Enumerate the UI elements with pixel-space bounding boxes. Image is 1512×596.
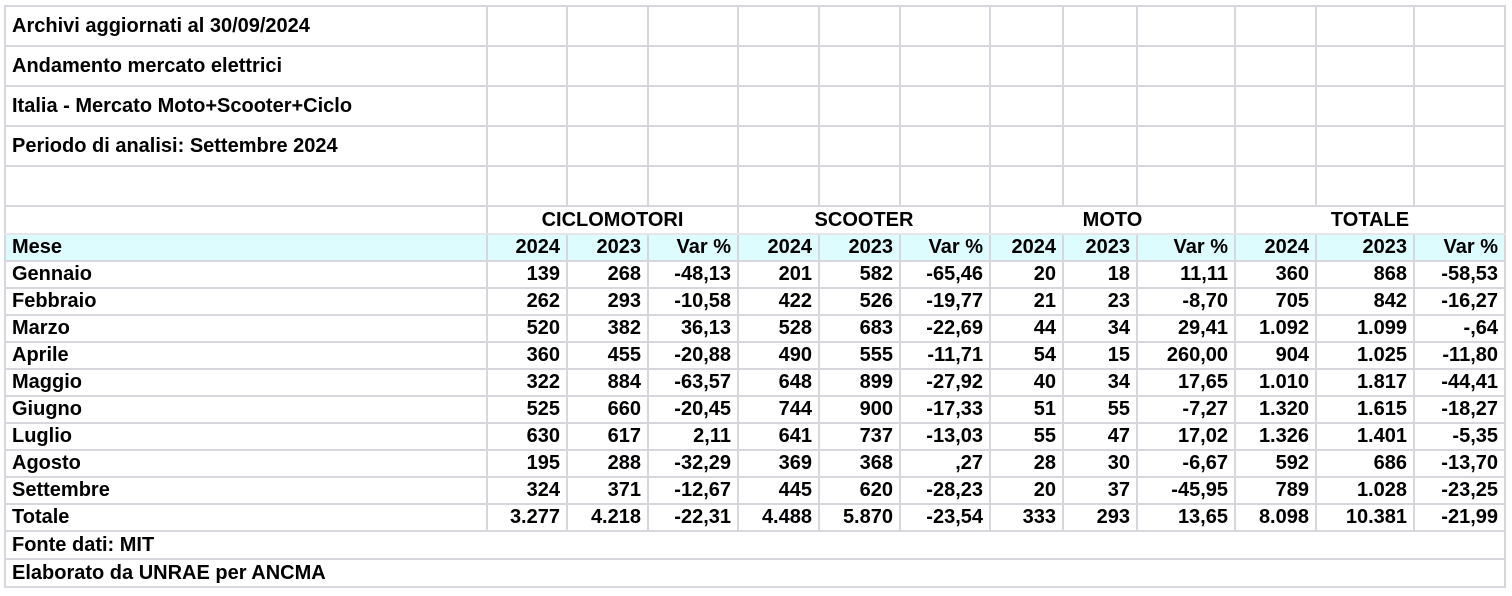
- value-cell: -11,80: [1414, 342, 1505, 369]
- value-cell: 34: [1063, 369, 1137, 396]
- value-cell: -45,95: [1137, 477, 1235, 504]
- group-header-row: [5, 206, 1505, 234]
- value-cell: 195: [487, 450, 567, 477]
- value-cell: 29,41: [1137, 315, 1235, 342]
- blank-row: [5, 166, 1505, 206]
- value-cell: -11,71: [900, 342, 990, 369]
- table-row: [5, 450, 1505, 477]
- value-cell: 528: [738, 315, 819, 342]
- value-cell: -65,46: [900, 261, 990, 288]
- value-cell: 1.099: [1316, 315, 1414, 342]
- value-cell: 360: [487, 342, 567, 369]
- value-cell: 44: [990, 315, 1063, 342]
- month-cell: Marzo: [5, 315, 487, 342]
- value-cell: -18,27: [1414, 396, 1505, 423]
- value-cell: 555: [819, 342, 900, 369]
- value-cell: 36,13: [648, 315, 738, 342]
- value-cell: ,27: [900, 450, 990, 477]
- value-cell: 13,65: [1137, 504, 1235, 531]
- value-cell: 17,02: [1137, 423, 1235, 450]
- column-header: Var %: [1137, 234, 1235, 261]
- value-cell: 11,11: [1137, 261, 1235, 288]
- value-cell: 683: [819, 315, 900, 342]
- table-row: [5, 315, 1505, 342]
- market-table: [4, 5, 1506, 588]
- header-row-3: [5, 86, 1505, 126]
- month-cell: Aprile: [5, 342, 487, 369]
- column-header: 2023: [1063, 234, 1137, 261]
- value-cell: -16,27: [1414, 288, 1505, 315]
- value-cell: 139: [487, 261, 567, 288]
- archive-date: Archivi aggiornati al 30/09/2024: [5, 6, 487, 46]
- header-row-1: [5, 6, 1505, 46]
- column-header: 2023: [819, 234, 900, 261]
- value-cell: 34: [1063, 315, 1137, 342]
- value-cell: 525: [487, 396, 567, 423]
- value-cell: 737: [819, 423, 900, 450]
- column-header: Var %: [1414, 234, 1505, 261]
- column-header: 2024: [990, 234, 1063, 261]
- month-cell: Totale: [5, 504, 487, 531]
- value-cell: 54: [990, 342, 1063, 369]
- value-cell: -20,88: [648, 342, 738, 369]
- value-cell: 1.025: [1316, 342, 1414, 369]
- footer-row-source: [5, 531, 1505, 559]
- value-cell: 8.098: [1235, 504, 1316, 531]
- value-cell: 15: [1063, 342, 1137, 369]
- value-cell: 744: [738, 396, 819, 423]
- group-scooter: SCOOTER: [738, 206, 990, 234]
- value-cell: 10.381: [1316, 504, 1414, 531]
- value-cell: -44,41: [1414, 369, 1505, 396]
- value-cell: 21: [990, 288, 1063, 315]
- value-cell: 55: [990, 423, 1063, 450]
- value-cell: -19,77: [900, 288, 990, 315]
- header-row-2: [5, 46, 1505, 86]
- value-cell: -28,23: [900, 477, 990, 504]
- value-cell: 322: [487, 369, 567, 396]
- value-cell: 630: [487, 423, 567, 450]
- value-cell: 23: [1063, 288, 1137, 315]
- month-cell: Agosto: [5, 450, 487, 477]
- value-cell: 617: [567, 423, 648, 450]
- value-cell: -7,27: [1137, 396, 1235, 423]
- value-cell: 884: [567, 369, 648, 396]
- value-cell: 900: [819, 396, 900, 423]
- value-cell: 55: [1063, 396, 1137, 423]
- value-cell: -58,53: [1414, 261, 1505, 288]
- value-cell: -23,54: [900, 504, 990, 531]
- value-cell: 30: [1063, 450, 1137, 477]
- value-cell: 1.615: [1316, 396, 1414, 423]
- value-cell: 422: [738, 288, 819, 315]
- value-cell: 368: [819, 450, 900, 477]
- column-header: 2024: [738, 234, 819, 261]
- value-cell: 842: [1316, 288, 1414, 315]
- value-cell: -13,03: [900, 423, 990, 450]
- value-cell: -27,92: [900, 369, 990, 396]
- value-cell: -22,31: [648, 504, 738, 531]
- value-cell: 360: [1235, 261, 1316, 288]
- value-cell: 1.326: [1235, 423, 1316, 450]
- credit-line: Elaborato da UNRAE per ANCMA: [5, 559, 1505, 587]
- column-header: Var %: [900, 234, 990, 261]
- value-cell: 20: [990, 261, 1063, 288]
- value-cell: 1.010: [1235, 369, 1316, 396]
- value-cell: 4.488: [738, 504, 819, 531]
- value-cell: -12,67: [648, 477, 738, 504]
- value-cell: -6,67: [1137, 450, 1235, 477]
- column-header: 2024: [487, 234, 567, 261]
- value-cell: 18: [1063, 261, 1137, 288]
- table-row: [5, 342, 1505, 369]
- value-cell: 268: [567, 261, 648, 288]
- value-cell: -,64: [1414, 315, 1505, 342]
- value-cell: 20: [990, 477, 1063, 504]
- value-cell: 293: [567, 288, 648, 315]
- value-cell: -8,70: [1137, 288, 1235, 315]
- value-cell: 40: [990, 369, 1063, 396]
- value-cell: 333: [990, 504, 1063, 531]
- value-cell: 47: [1063, 423, 1137, 450]
- value-cell: -5,35: [1414, 423, 1505, 450]
- market-scope: Italia - Mercato Moto+Scooter+Ciclo: [5, 86, 487, 126]
- value-cell: 201: [738, 261, 819, 288]
- value-cell: 1.320: [1235, 396, 1316, 423]
- value-cell: 5.870: [819, 504, 900, 531]
- month-cell: Febbraio: [5, 288, 487, 315]
- value-cell: 4.218: [567, 504, 648, 531]
- value-cell: 1.817: [1316, 369, 1414, 396]
- value-cell: 51: [990, 396, 1063, 423]
- value-cell: 620: [819, 477, 900, 504]
- month-cell: Gennaio: [5, 261, 487, 288]
- month-cell: Giugno: [5, 396, 487, 423]
- data-source: Fonte dati: MIT: [5, 531, 1505, 559]
- value-cell: 789: [1235, 477, 1316, 504]
- value-cell: 582: [819, 261, 900, 288]
- value-cell: 705: [1235, 288, 1316, 315]
- value-cell: 648: [738, 369, 819, 396]
- value-cell: 592: [1235, 450, 1316, 477]
- footer-row-credit: [5, 559, 1505, 587]
- value-cell: 1.092: [1235, 315, 1316, 342]
- value-cell: 17,65: [1137, 369, 1235, 396]
- value-cell: 455: [567, 342, 648, 369]
- group-totale: TOTALE: [1235, 206, 1505, 234]
- table-row: [5, 369, 1505, 396]
- column-header: Var %: [648, 234, 738, 261]
- value-cell: 37: [1063, 477, 1137, 504]
- column-header: 2023: [567, 234, 648, 261]
- value-cell: 3.277: [487, 504, 567, 531]
- value-cell: -22,69: [900, 315, 990, 342]
- column-header-mese: Mese: [5, 234, 487, 261]
- value-cell: 382: [567, 315, 648, 342]
- value-cell: 293: [1063, 504, 1137, 531]
- value-cell: 260,00: [1137, 342, 1235, 369]
- value-cell: -10,58: [648, 288, 738, 315]
- total-row: [5, 504, 1505, 531]
- value-cell: 1.028: [1316, 477, 1414, 504]
- value-cell: 288: [567, 450, 648, 477]
- table-row: [5, 396, 1505, 423]
- column-header: 2023: [1316, 234, 1414, 261]
- value-cell: 686: [1316, 450, 1414, 477]
- table-row: [5, 423, 1505, 450]
- value-cell: 490: [738, 342, 819, 369]
- value-cell: 445: [738, 477, 819, 504]
- value-cell: -32,29: [648, 450, 738, 477]
- value-cell: 371: [567, 477, 648, 504]
- value-cell: 262: [487, 288, 567, 315]
- month-cell: Settembre: [5, 477, 487, 504]
- value-cell: 28: [990, 450, 1063, 477]
- group-moto: MOTO: [990, 206, 1235, 234]
- value-cell: -21,99: [1414, 504, 1505, 531]
- value-cell: 520: [487, 315, 567, 342]
- header-row-4: [5, 126, 1505, 166]
- analysis-period: Periodo di analisi: Settembre 2024: [5, 126, 487, 166]
- month-cell: Luglio: [5, 423, 487, 450]
- value-cell: -23,25: [1414, 477, 1505, 504]
- table-row: [5, 261, 1505, 288]
- column-header-row: [5, 234, 1505, 261]
- value-cell: 868: [1316, 261, 1414, 288]
- group-ciclomotori: CICLOMOTORI: [487, 206, 738, 234]
- value-cell: 660: [567, 396, 648, 423]
- value-cell: 641: [738, 423, 819, 450]
- table-row: [5, 288, 1505, 315]
- value-cell: 899: [819, 369, 900, 396]
- value-cell: -63,57: [648, 369, 738, 396]
- report-title: Andamento mercato elettrici: [5, 46, 487, 86]
- value-cell: -20,45: [648, 396, 738, 423]
- value-cell: -48,13: [648, 261, 738, 288]
- value-cell: 1.401: [1316, 423, 1414, 450]
- column-header: 2024: [1235, 234, 1316, 261]
- value-cell: -13,70: [1414, 450, 1505, 477]
- value-cell: 526: [819, 288, 900, 315]
- value-cell: 369: [738, 450, 819, 477]
- value-cell: 2,11: [648, 423, 738, 450]
- value-cell: 324: [487, 477, 567, 504]
- value-cell: -17,33: [900, 396, 990, 423]
- month-cell: Maggio: [5, 369, 487, 396]
- value-cell: 904: [1235, 342, 1316, 369]
- table-row: [5, 477, 1505, 504]
